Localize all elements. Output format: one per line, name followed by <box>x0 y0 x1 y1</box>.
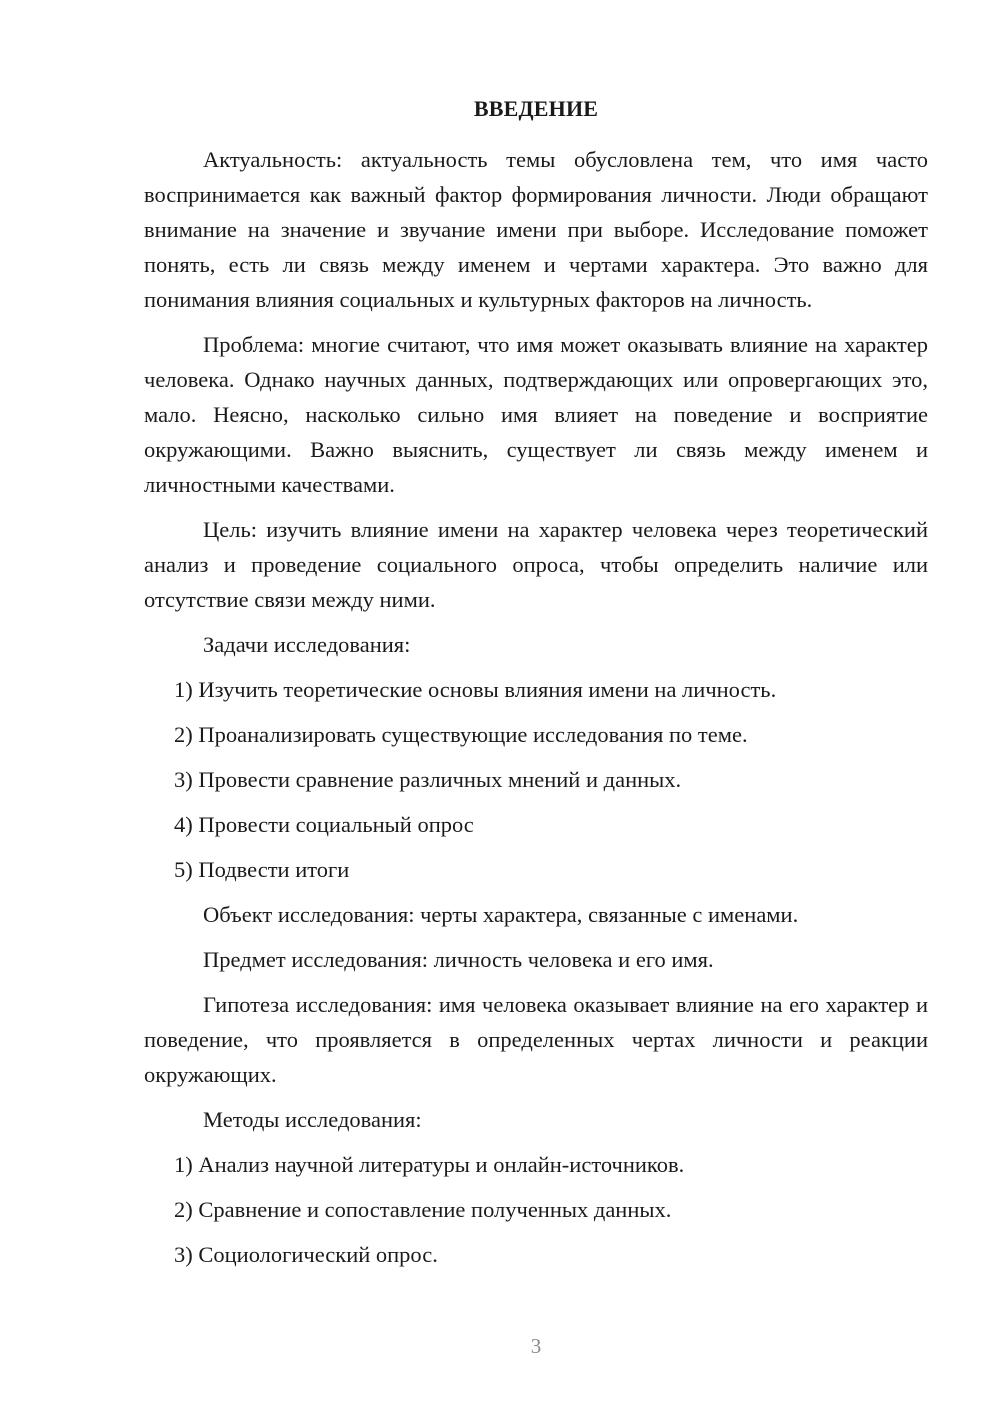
list-item: 3) Социологический опрос. <box>174 1242 438 1267</box>
document-body <box>144 142 928 1282</box>
page-title: ВВЕДЕНИЕ <box>473 96 599 121</box>
hypothesis-paragraph: Гипотеза исследования: имя человека оказывает влияние на его характер и поведение, что проявляется в определенных чертах личности и реакции окружающих. <box>144 992 928 1087</box>
list-item: 3) Провести сравнение различных мнений и данных. <box>174 767 682 792</box>
list-item: 1) Изучить теоретические основы влияния имени на личность. <box>174 677 777 702</box>
relevance-paragraph: Актуальность: актуальность темы обусловлена тем, что имя часто воспринимается как важный фактор формирования личности. Люди обращают внимание на значение и звучание имени при выборе. Исследование поможет понять, есть ли связь между именем и чертами характера. Это важно для понимания влияния социальных и культурных факторов на личность. <box>144 147 928 312</box>
list-item: 1) Анализ научной литературы и онлайн-источников. <box>174 1152 685 1177</box>
list-item: 2) Сравнение и сопоставление полученных данных. <box>174 1197 672 1222</box>
methods-list <box>144 1147 928 1272</box>
subject-paragraph: Предмет исследования: личность человека и его имя. <box>203 947 714 972</box>
object-paragraph: Объект исследования: черты характера, связанные с именами. <box>203 902 799 927</box>
list-item: 5) Подвести итоги <box>174 857 350 882</box>
page-number: 3 <box>530 1334 542 1358</box>
problem-paragraph: Проблема: многие считают, что имя может оказывать влияние на характер человека. Однако научных данных, подтверждающих или опровергающих это, мало. Неясно, насколько сильно имя влияет на поведение и восприятие окружающими. Важно выяснить, существует ли связь между именем и личностными качествами. <box>144 332 928 497</box>
methods-heading: Методы исследования: <box>203 1107 422 1132</box>
list-item: 2) Проанализировать существующие исследования по теме. <box>174 722 748 747</box>
tasks-heading: Задачи исследования: <box>203 632 411 657</box>
goal-paragraph: Цель: изучить влияние имени на характер человека через теоретический анализ и проведение социального опроса, чтобы определить наличие или отсутствие связи между ними. <box>144 517 928 612</box>
list-item: 4) Провести социальный опрос <box>174 812 474 837</box>
tasks-list <box>144 672 928 887</box>
